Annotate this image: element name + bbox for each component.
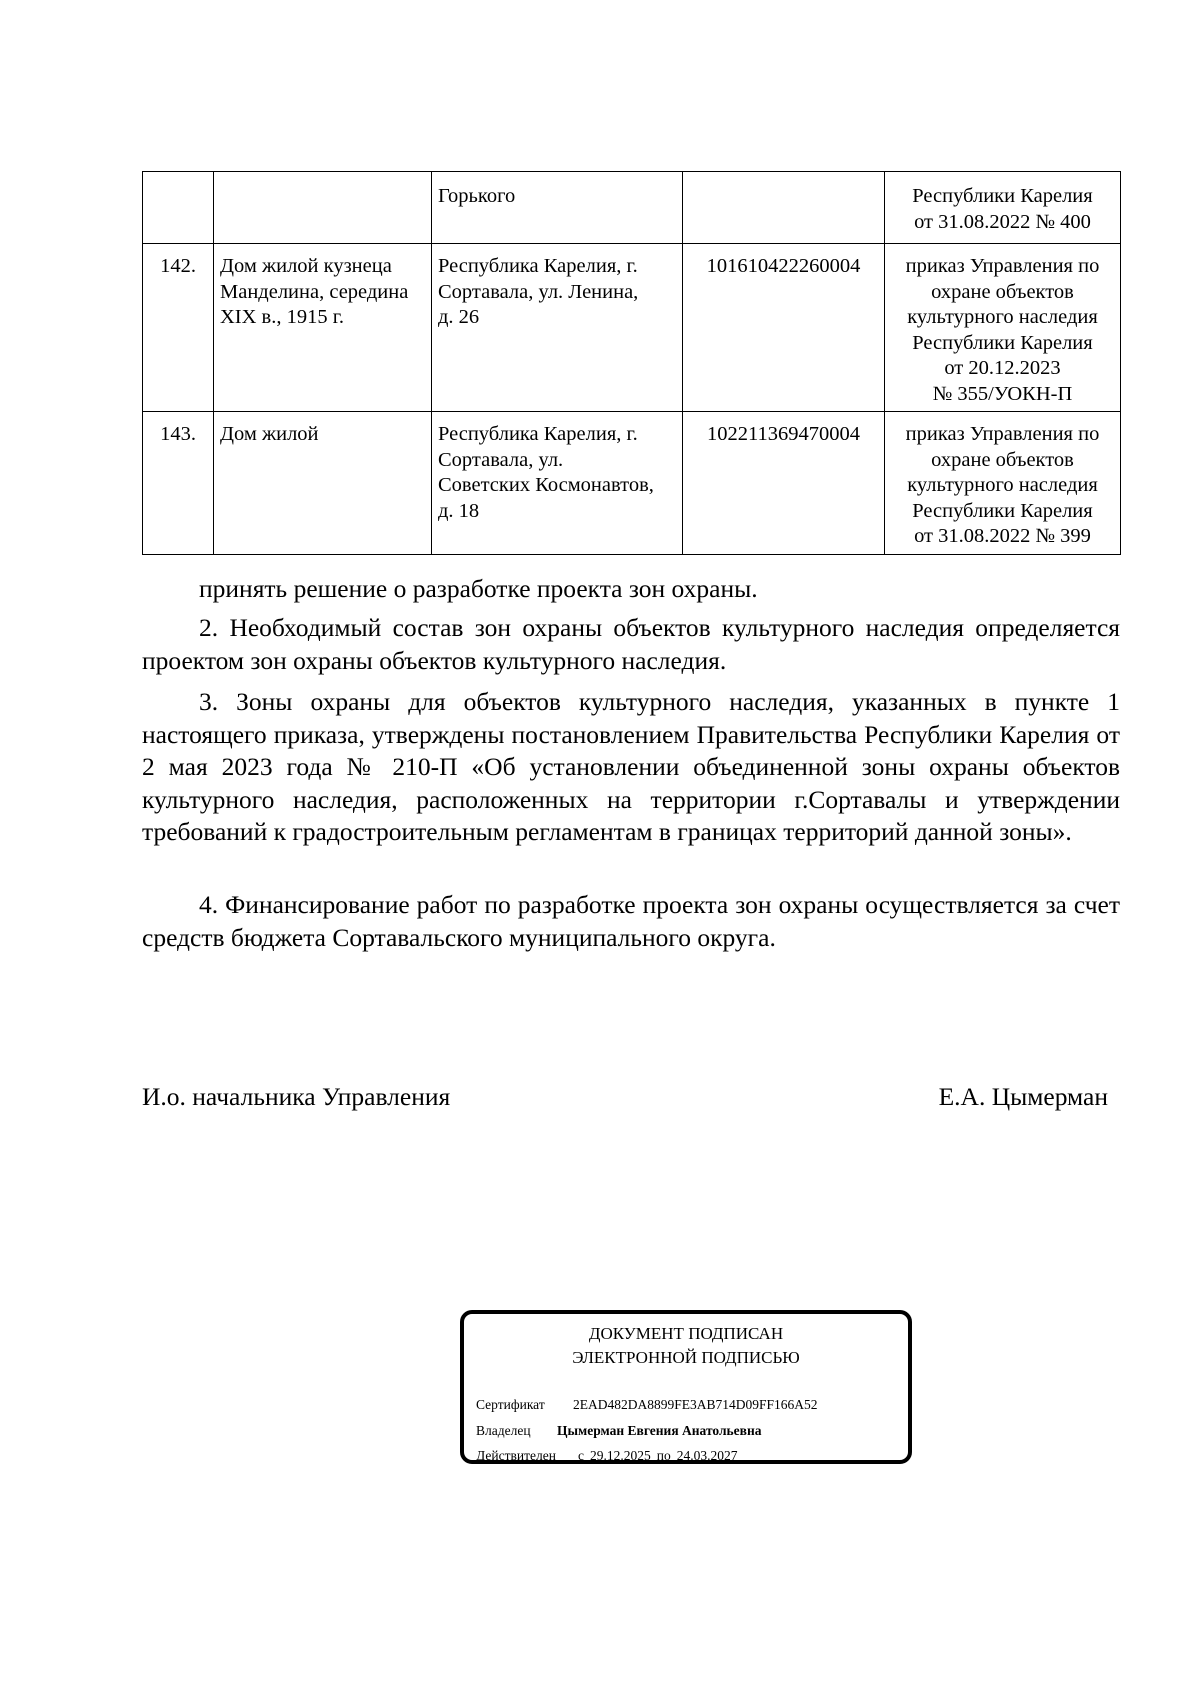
- paragraph-3-text: 3. Зоны охраны для объектов культурного наследия, указанных в пункте 1 настоящего приказа, утверждены постановлением Правительства Республики Карелия от 2 мая 2023 года № 210-П «Об установлении объединенной зоны охраны объектов культурного наследия, расположенных на территории г.Сортавалы и утверждении требований к градостроительным регламентам в границах территорий данной зоны».: [142, 687, 1120, 846]
- document-line: № 355/УОКН-П: [932, 382, 1073, 405]
- address-line: Советских Космонавтов,: [438, 474, 654, 496]
- document-line: культурного наследия: [907, 306, 1098, 328]
- stamp-title-line: ДОКУМЕНТ ПОДПИСАН: [588, 1324, 784, 1343]
- valid-from-prefix: с: [578, 1448, 584, 1463]
- electronic-signature-stamp: [460, 1310, 912, 1464]
- document-line: от 31.08.2022 № 400: [914, 210, 1091, 233]
- document-line: приказ Управления по: [905, 255, 1100, 277]
- address-line: Сортавала, ул.: [438, 448, 564, 471]
- address-line: Республика Карелия, г.: [438, 255, 638, 277]
- continuation-text: принять решение о разработке проекта зон охраны.: [199, 574, 758, 603]
- address-line: д. 26: [438, 306, 480, 328]
- continuation-paragraph: [142, 573, 1120, 606]
- document-line: культурного наследия: [907, 474, 1098, 496]
- document-line: приказ Управления по: [905, 423, 1100, 445]
- row-number: 143.: [143, 412, 214, 555]
- registry-number: 101610422260004: [683, 244, 885, 412]
- document-line: охране объектов: [931, 280, 1074, 303]
- paragraph-4-text: 4. Финансирование работ по разработке проекта зон охраны осуществляется за счет средств бюджета Сортавальского муниципального округа.: [142, 890, 1120, 952]
- signatory-name: Е.А. Цымерман: [938, 1082, 1108, 1111]
- paragraph-4: [142, 889, 1120, 954]
- protection-document: [885, 412, 1121, 555]
- object-address: Горького: [432, 172, 683, 244]
- name-line: Дом жилой: [220, 423, 319, 445]
- heritage-objects-table: [142, 171, 1121, 555]
- paragraph-3: [142, 686, 1120, 849]
- document-line: от 20.12.2023: [944, 357, 1061, 379]
- protection-document: [885, 172, 1121, 244]
- table-row: [143, 244, 1121, 412]
- valid-from-date: 29.12.2025: [590, 1448, 651, 1463]
- object-name: [214, 412, 432, 555]
- registry-number: 102211369470004: [683, 412, 885, 555]
- row-number: [143, 172, 214, 244]
- valid-to-date: 24.03.2027: [676, 1448, 738, 1463]
- paragraph-2-text: 2. Необходимый состав зон охраны объектов культурного наследия определяется проектом зон охраны объектов культурного наследия.: [142, 613, 1120, 675]
- object-name: [214, 244, 432, 412]
- table-row: [143, 172, 1121, 244]
- paragraph-2: [142, 612, 1120, 677]
- owner-label: Владелец: [476, 1423, 531, 1438]
- certificate-line: [476, 1396, 818, 1414]
- row-number: 142.: [143, 244, 214, 412]
- name-line: XIX в., 1915 г.: [220, 306, 344, 328]
- document-line: Республики Карелия: [912, 499, 1093, 522]
- address-line: Республика Карелия, г.: [438, 423, 638, 445]
- name-line: Дом жилой кузнеца: [220, 255, 392, 277]
- owner-line: [476, 1422, 762, 1440]
- stamp-title-line: ЭЛЕКТРОННОЙ ПОДПИСЬЮ: [572, 1348, 800, 1367]
- stamp-title: [464, 1322, 908, 1370]
- address-line: д. 18: [438, 499, 480, 522]
- object-name: [214, 172, 432, 244]
- certificate-label: Сертификат: [476, 1397, 545, 1412]
- owner-value: Цымерман Евгения Анатольевна: [557, 1423, 762, 1438]
- protection-document: [885, 244, 1121, 412]
- document-line: Республики Карелия: [912, 331, 1093, 354]
- registry-number: [683, 172, 885, 244]
- validity-label: Действителен: [476, 1448, 556, 1463]
- document-line: от 31.08.2022 № 399: [914, 525, 1091, 547]
- document-line: Республики Карелия: [912, 185, 1093, 207]
- validity-line: [476, 1447, 737, 1465]
- name-line: Манделина, середина: [220, 280, 409, 303]
- certificate-value: 2EAD482DA8899FE3AB714D09FF166A52: [573, 1397, 818, 1412]
- address-line: Сортавала, ул. Ленина,: [438, 280, 639, 303]
- object-address: [432, 412, 683, 555]
- object-address: [432, 244, 683, 412]
- document-line: охране объектов: [931, 448, 1074, 471]
- signatory-position: И.о. начальника Управления: [142, 1082, 451, 1111]
- valid-to-prefix: по: [656, 1448, 671, 1463]
- table-row: [143, 412, 1121, 555]
